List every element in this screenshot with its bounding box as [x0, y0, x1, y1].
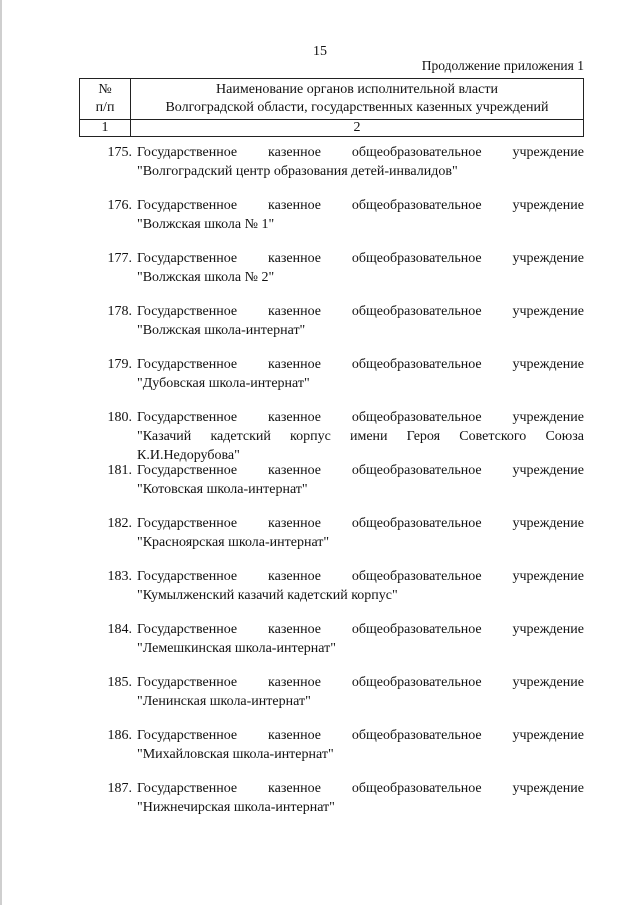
header-name-cell [131, 79, 584, 120]
list-item: 180. Государственное казенное общеобразовательное учреждение "Казачий кадетский корпус имени Героя Советского Союза К.И.Недорубова" [79, 408, 584, 465]
column-number-1: 1 [80, 120, 131, 137]
column-number-2: 2 [131, 120, 584, 137]
item-number: 186. [107, 728, 132, 743]
institution-name: "Кумылженский казачий кадетский корпус" [137, 588, 398, 603]
institution-name: "Волжская школа № 1" [137, 217, 275, 232]
appendix-note: Продолжение приложения 1 [421, 58, 584, 73]
list-item: 177. Государственное казенное общеобразовательное учреждение "Волжская школа № 2" [79, 249, 584, 287]
table-header [79, 78, 584, 137]
list-item: 179. Государственное казенное общеобразовательное учреждение "Дубовская школа-интернат" [79, 355, 584, 393]
institutions-list [79, 143, 584, 815]
list-item: 175. Государственное казенное общеобразовательное учреждение "Волгоградский центр образования детей-инвалидов" [79, 143, 584, 181]
item-number: 178. [107, 304, 132, 319]
item-number: 175. [107, 145, 132, 160]
header-name-line1: Наименование органов исполнительной власти [216, 82, 498, 97]
institution-name: "Котовская школа-интернат" [137, 482, 308, 497]
item-number: 182. [107, 516, 132, 531]
header-number-cell [80, 79, 131, 120]
institution-name: "Лемешкинская школа-интернат" [137, 641, 336, 656]
item-number: 177. [107, 251, 132, 266]
list-item: 176. Государственное казенное общеобразовательное учреждение "Волжская школа № 1" [79, 196, 584, 234]
list-item: 182. Государственное казенное общеобразовательное учреждение "Красноярская школа-интернат" [79, 514, 584, 552]
page-number: 15 [313, 44, 327, 59]
header-number-abbr: п/п [95, 100, 115, 115]
institution-name: "Волгоградский центр образования детей-инвалидов" [137, 164, 458, 179]
institution-name: "Волжская школа № 2" [137, 270, 275, 285]
item-number: 181. [107, 463, 132, 478]
item-number: 185. [107, 675, 132, 690]
item-number: 187. [107, 781, 132, 796]
list-item: 184. Государственное казенное общеобразовательное учреждение "Лемешкинская школа-интернат" [79, 620, 584, 658]
list-item: 186. Государственное казенное общеобразовательное учреждение "Михайловская школа-интернат" [79, 726, 584, 764]
scan-edge-line [0, 0, 2, 905]
institution-name: "Дубовская школа-интернат" [137, 376, 310, 391]
list-item: 181. Государственное казенное общеобразовательное учреждение "Котовская школа-интернат" [79, 461, 584, 499]
institution-name: "Волжская школа-интернат" [137, 323, 306, 338]
list-item: 183. Государственное казенное общеобразовательное учреждение "Кумылженский казачий кадетский корпус" [79, 567, 584, 605]
item-number: 179. [107, 357, 132, 372]
item-number: 184. [107, 622, 132, 637]
header-number-symbol: № [98, 82, 112, 97]
institution-name: "Казачий кадетский корпус имени Героя Советского Союза [137, 429, 584, 444]
institution-name: "Ленинская школа-интернат" [137, 694, 311, 709]
list-item: 178. Государственное казенное общеобразовательное учреждение "Волжская школа-интернат" [79, 302, 584, 340]
item-number: 180. [107, 410, 132, 425]
list-item: 185. Государственное казенное общеобразовательное учреждение "Ленинская школа-интернат" [79, 673, 584, 711]
item-number: 176. [107, 198, 132, 213]
institution-name: "Михайловская школа-интернат" [137, 747, 334, 762]
institution-name: "Красноярская школа-интернат" [137, 535, 330, 550]
institution-name-continued: К.И.Недорубова" [137, 448, 240, 463]
item-number: 183. [107, 569, 132, 584]
header-name-line2: Волгоградской области, государственных казенных учреждений [165, 100, 549, 115]
list-item: 187. Государственное казенное общеобразовательное учреждение "Нижнечирская школа-интернат" [79, 779, 584, 817]
institution-name: "Нижнечирская школа-интернат" [137, 800, 335, 815]
